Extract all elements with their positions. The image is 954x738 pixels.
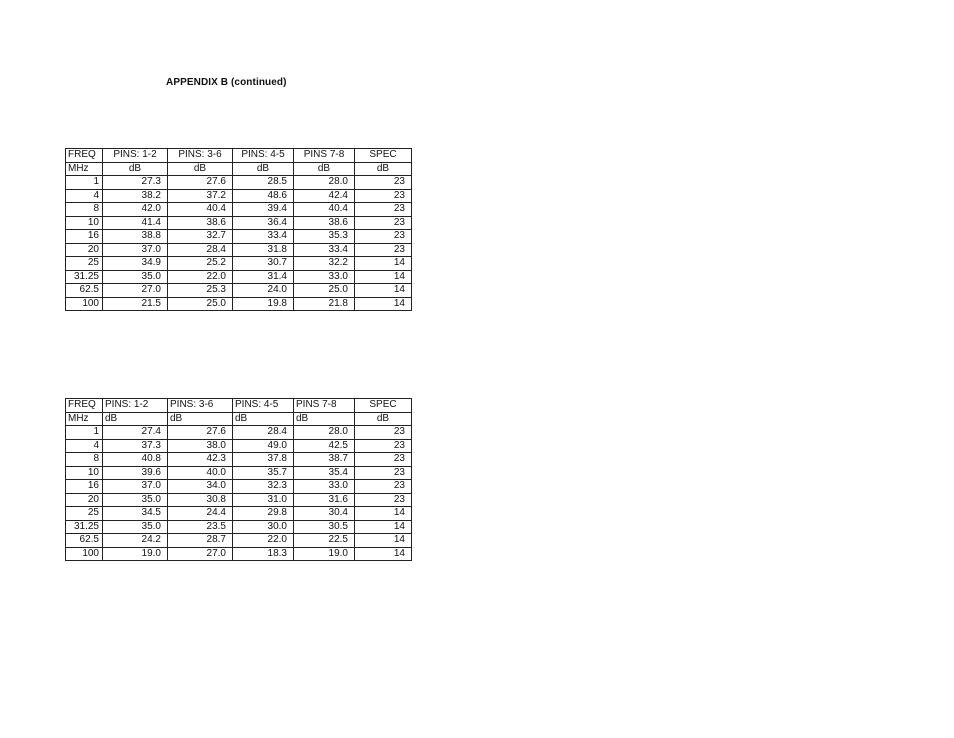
cell-pins-7-8: 40.4 (294, 203, 355, 217)
column-header-pins-7-8: PINS 7-8 (294, 149, 355, 163)
table-header-row (66, 412, 412, 426)
column-header-pins-4-5: PINS: 4-5 (233, 399, 294, 413)
cell-pins-1-2: 27.4 (103, 426, 168, 440)
cell-freq: 31.25 (66, 520, 103, 534)
cell-pins-3-6: 27.6 (168, 426, 233, 440)
appendix-heading: APPENDIX B (continued) (166, 77, 287, 88)
column-header-freq: MHz (66, 162, 103, 176)
column-header-pins-3-6: PINS: 3-6 (168, 399, 233, 413)
cell-spec: 23 (355, 189, 412, 203)
cell-pins-4-5: 28.5 (233, 176, 294, 190)
cell-pins-1-2: 24.2 (103, 534, 168, 548)
cell-pins-4-5: 31.8 (233, 243, 294, 257)
cell-freq: 4 (66, 189, 103, 203)
column-header-spec: SPEC (355, 399, 412, 413)
cell-pins-3-6: 30.8 (168, 493, 233, 507)
cell-pins-7-8: 21.8 (294, 297, 355, 311)
cell-pins-1-2: 19.0 (103, 547, 168, 561)
table-row (66, 480, 412, 494)
table-row (66, 270, 412, 284)
cell-pins-7-8: 25.0 (294, 284, 355, 298)
cell-spec: 23 (355, 216, 412, 230)
cell-freq: 1 (66, 176, 103, 190)
table-row (66, 297, 412, 311)
cell-pins-7-8: 38.7 (294, 453, 355, 467)
cell-pins-3-6: 25.0 (168, 297, 233, 311)
column-header-pins-7-8: dB (294, 412, 355, 426)
cell-pins-4-5: 31.0 (233, 493, 294, 507)
cell-pins-7-8: 30.5 (294, 520, 355, 534)
cell-freq: 10 (66, 216, 103, 230)
table-row (66, 243, 412, 257)
cell-pins-7-8: 28.0 (294, 426, 355, 440)
cell-pins-7-8: 33.0 (294, 480, 355, 494)
cell-pins-7-8: 31.6 (294, 493, 355, 507)
cell-pins-1-2: 37.0 (103, 243, 168, 257)
table-header-row (66, 149, 412, 163)
table-row (66, 520, 412, 534)
cell-spec: 14 (355, 297, 412, 311)
cell-pins-3-6: 40.0 (168, 466, 233, 480)
cell-spec: 14 (355, 507, 412, 521)
table-row (66, 534, 412, 548)
cell-freq: 16 (66, 230, 103, 244)
cell-freq: 10 (66, 466, 103, 480)
cell-pins-1-2: 41.4 (103, 216, 168, 230)
cell-freq: 1 (66, 426, 103, 440)
cell-pins-3-6: 28.7 (168, 534, 233, 548)
cell-pins-3-6: 25.2 (168, 257, 233, 271)
cell-freq: 100 (66, 547, 103, 561)
column-header-pins-3-6: dB (168, 162, 233, 176)
cell-pins-7-8: 33.0 (294, 270, 355, 284)
table-row (66, 230, 412, 244)
cell-spec: 14 (355, 520, 412, 534)
cell-spec: 14 (355, 257, 412, 271)
cell-pins-4-5: 32.3 (233, 480, 294, 494)
table-row (66, 493, 412, 507)
cell-pins-3-6: 22.0 (168, 270, 233, 284)
cell-pins-1-2: 27.0 (103, 284, 168, 298)
column-header-spec: dB (355, 412, 412, 426)
cell-pins-3-6: 24.4 (168, 507, 233, 521)
table-row (66, 189, 412, 203)
cell-pins-7-8: 22.5 (294, 534, 355, 548)
table-row (66, 547, 412, 561)
cell-spec: 14 (355, 270, 412, 284)
cell-pins-1-2: 37.0 (103, 480, 168, 494)
cell-pins-4-5: 39.4 (233, 203, 294, 217)
cell-pins-3-6: 34.0 (168, 480, 233, 494)
cell-pins-4-5: 22.0 (233, 534, 294, 548)
cell-pins-1-2: 38.8 (103, 230, 168, 244)
cell-pins-4-5: 24.0 (233, 284, 294, 298)
cell-pins-4-5: 31.4 (233, 270, 294, 284)
table-row (66, 466, 412, 480)
cell-pins-4-5: 48.6 (233, 189, 294, 203)
attenuation-table-1 (65, 148, 412, 311)
attenuation-table-2 (65, 398, 412, 561)
column-header-pins-1-2: PINS: 1-2 (103, 149, 168, 163)
cell-pins-1-2: 21.5 (103, 297, 168, 311)
cell-pins-7-8: 28.0 (294, 176, 355, 190)
cell-spec: 14 (355, 534, 412, 548)
cell-spec: 23 (355, 466, 412, 480)
column-header-pins-4-5: dB (233, 412, 294, 426)
cell-pins-4-5: 18.3 (233, 547, 294, 561)
cell-pins-3-6: 37.2 (168, 189, 233, 203)
cell-spec: 23 (355, 426, 412, 440)
cell-pins-3-6: 25.3 (168, 284, 233, 298)
cell-pins-7-8: 33.4 (294, 243, 355, 257)
cell-spec: 23 (355, 176, 412, 190)
cell-freq: 8 (66, 453, 103, 467)
cell-freq: 16 (66, 480, 103, 494)
column-header-pins-4-5: PINS: 4-5 (233, 149, 294, 163)
column-header-spec: dB (355, 162, 412, 176)
cell-pins-7-8: 38.6 (294, 216, 355, 230)
table-header-row (66, 162, 412, 176)
cell-pins-4-5: 36.4 (233, 216, 294, 230)
table-row (66, 257, 412, 271)
cell-spec: 23 (355, 203, 412, 217)
cell-freq: 20 (66, 243, 103, 257)
cell-spec: 23 (355, 230, 412, 244)
cell-pins-1-2: 39.6 (103, 466, 168, 480)
column-header-pins-7-8: dB (294, 162, 355, 176)
cell-pins-7-8: 30.4 (294, 507, 355, 521)
cell-pins-1-2: 38.2 (103, 189, 168, 203)
cell-pins-3-6: 28.4 (168, 243, 233, 257)
cell-spec: 14 (355, 284, 412, 298)
cell-pins-3-6: 38.6 (168, 216, 233, 230)
cell-freq: 8 (66, 203, 103, 217)
cell-pins-3-6: 42.3 (168, 453, 233, 467)
cell-spec: 23 (355, 453, 412, 467)
cell-pins-3-6: 38.0 (168, 439, 233, 453)
cell-freq: 20 (66, 493, 103, 507)
table-row (66, 426, 412, 440)
cell-pins-1-2: 35.0 (103, 493, 168, 507)
column-header-pins-3-6: PINS: 3-6 (168, 149, 233, 163)
cell-pins-3-6: 23.5 (168, 520, 233, 534)
cell-pins-4-5: 37.8 (233, 453, 294, 467)
cell-pins-4-5: 19.8 (233, 297, 294, 311)
cell-spec: 23 (355, 480, 412, 494)
column-header-pins-1-2: dB (103, 412, 168, 426)
table-row (66, 203, 412, 217)
table-row (66, 439, 412, 453)
table-row (66, 216, 412, 230)
cell-pins-3-6: 32.7 (168, 230, 233, 244)
cell-pins-4-5: 35.7 (233, 466, 294, 480)
cell-pins-3-6: 27.6 (168, 176, 233, 190)
cell-pins-7-8: 42.5 (294, 439, 355, 453)
cell-pins-7-8: 19.0 (294, 547, 355, 561)
cell-spec: 23 (355, 439, 412, 453)
cell-freq: 4 (66, 439, 103, 453)
column-header-pins-1-2: PINS: 1-2 (103, 399, 168, 413)
table-row (66, 453, 412, 467)
column-header-pins-4-5: dB (233, 162, 294, 176)
table-row (66, 507, 412, 521)
cell-pins-1-2: 37.3 (103, 439, 168, 453)
column-header-pins-7-8: PINS 7-8 (294, 399, 355, 413)
cell-pins-4-5: 30.0 (233, 520, 294, 534)
cell-pins-4-5: 29.8 (233, 507, 294, 521)
cell-spec: 14 (355, 547, 412, 561)
table-row (66, 176, 412, 190)
cell-pins-7-8: 35.4 (294, 466, 355, 480)
cell-pins-1-2: 35.0 (103, 520, 168, 534)
cell-pins-7-8: 42.4 (294, 189, 355, 203)
cell-pins-1-2: 40.8 (103, 453, 168, 467)
cell-freq: 31.25 (66, 270, 103, 284)
column-header-freq: FREQ (66, 149, 103, 163)
cell-freq: 100 (66, 297, 103, 311)
cell-freq: 25 (66, 257, 103, 271)
column-header-pins-3-6: dB (168, 412, 233, 426)
cell-spec: 23 (355, 493, 412, 507)
column-header-spec: SPEC (355, 149, 412, 163)
column-header-pins-1-2: dB (103, 162, 168, 176)
cell-pins-4-5: 28.4 (233, 426, 294, 440)
column-header-freq: FREQ (66, 399, 103, 413)
cell-freq: 62.5 (66, 534, 103, 548)
cell-pins-3-6: 40.4 (168, 203, 233, 217)
cell-freq: 25 (66, 507, 103, 521)
cell-pins-4-5: 49.0 (233, 439, 294, 453)
table-header-row (66, 399, 412, 413)
cell-pins-3-6: 27.0 (168, 547, 233, 561)
cell-pins-1-2: 34.9 (103, 257, 168, 271)
cell-pins-4-5: 30.7 (233, 257, 294, 271)
cell-freq: 62.5 (66, 284, 103, 298)
cell-pins-7-8: 32.2 (294, 257, 355, 271)
cell-pins-1-2: 34.5 (103, 507, 168, 521)
cell-pins-7-8: 35.3 (294, 230, 355, 244)
cell-spec: 23 (355, 243, 412, 257)
column-header-freq: MHz (66, 412, 103, 426)
cell-pins-4-5: 33.4 (233, 230, 294, 244)
cell-pins-1-2: 27.3 (103, 176, 168, 190)
table-row (66, 284, 412, 298)
cell-pins-1-2: 42.0 (103, 203, 168, 217)
cell-pins-1-2: 35.0 (103, 270, 168, 284)
